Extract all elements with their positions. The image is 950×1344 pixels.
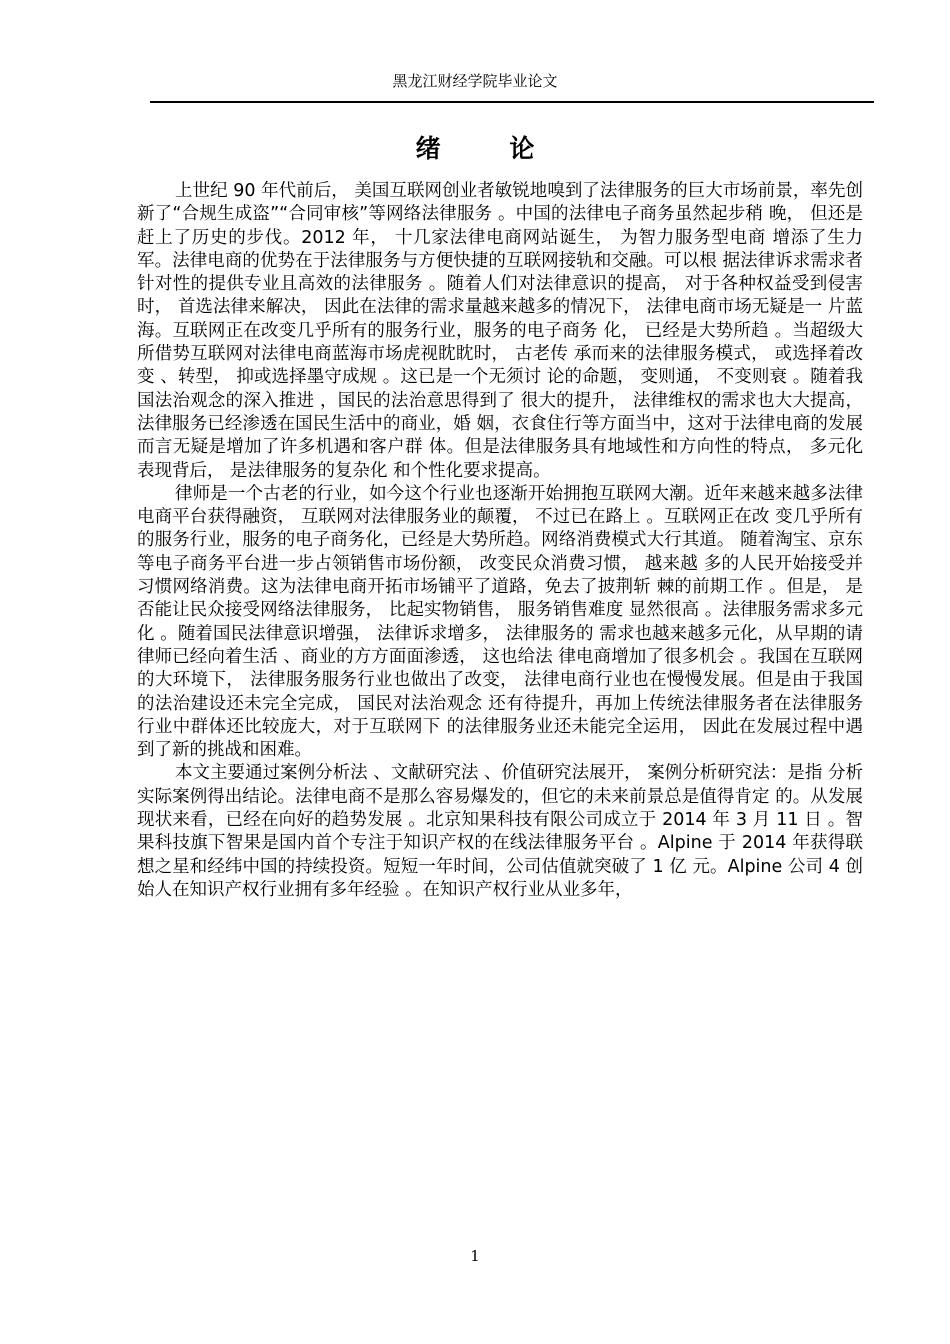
paragraph-1: 上世纪 90 年代前后， 美国互联网创业者敏锐地嗅到了法律服务的巨大市场前景，率先创新了“合规生成盗”“合同审核”等网络法律服务 。中国的法律电子商务虽然起步稍 晚， 但还是赶上了历史的步伐。2012 年， 十几家法律电商网站诞生， 为智力服务型电商 增添了生力军。法律电商的优势在于法律服务与方便快捷的互联网接轨和交融。可以根 据法律诉求需求者针对性的提供专业且高效的法律服务 。随着人们对法律意识的提高， 对于各种权益受到侵害时， 首选法律来解决， 因此在法律的需求量越来越多的情况下， 法律电商市场无疑是一 片蓝海。互联网正在改变几乎所有的服务行业，服务的电子商务 化， 已经是大势所趋 。当超级大所借势互联网对法律电商蓝海市场虎视眈眈时， 古老传 承而来的法律服务模式， 或选择着改变 、转型， 抑或选择墨守成规 。这已是一个无须讨 论的命题， 变则通， 不变则衰 。随着我国法治观念的深入推进 ，国民的法治意思得到了 很大的提升， 法律维权的需求也大大提高， 法律服务已经渗透在国民生活中的商业，婚 姻，衣食住行等方面当中，这对于法律电商的发展而言无疑是增加了许多机遇和客户群 体。但是法律服务具有地域性和方向性的特点， 多元化表现背后， 是法律服务的复杂化 和个性化要求提高。 — [137, 181, 863, 481]
page-number: 1 — [470, 1247, 480, 1265]
paragraph-3: 本文主要通过案例分析法 、文献研究法 、价值研究法展开， 案例分析研究法：是指 分析实际案例得出结论。法律电商不是那么容易爆发的，但它的未来前景总是值得肯定 的。从发展现状来看，已经在向好的趋势发展 。北京知果科技有限公司成立于 2014 年 3 月 11 日 。智果科技旗下智果是国内首个专注于知识产权的在线法律服务平台 。Alpine 于 2014 年获得联想之星和经纬中国的持续投资。短短一年时间，公司估值就突破了 1 亿 元。Alpine 公司 4 创始人在知识产权行业拥有多年经验 。在知识产权行业从业多年， — [137, 763, 863, 900]
section-title: 绪 论 — [415, 134, 565, 163]
running-header: 黑龙江财经学院毕业论文 — [392, 72, 558, 90]
body-text — [137, 180, 863, 902]
header-divider — [150, 101, 874, 103]
paragraph-2: 律师是一个古老的行业，如今这个行业也逐渐开始拥抱互联网大潮。近年来越来越多法律电商平台获得融资， 互联网对法律服务业的颠覆， 不过已在路上 。互联网正在改 变几乎所有的服务行业，服务的电子商务化，已经是大势所趋。网络消费模式大行其道。 随着淘宝、京东等电子商务平台进一步占领销售市场份额， 改变民众消费习惯， 越来越 多的人民开始接受并习惯网络消费。这为法律电商开拓市场铺平了道路，免去了披荆斩 棘的前期工作 。但是， 是否能让民众接受网络法律服务， 比起实物销售， 服务销售难度 显然很高 。法律服务需求多元化 。随着国民法律意识增强， 法律诉求增多， 法律服务的 需求也越来越多元化，从早期的请律师已经向着生活 、商业的方方面面渗透， 这也给法 律电商增加了很多机会 。我国在互联网的大环境下， 法律服务服务行业也做出了改变， 法律电商行业也在慢慢发展。但是由于我国的法治建设还未完全完成， 国民对法治观念 还有待提升，再加上传统法律服务者在法律服务行业中群体还比较庞大，对于互联网下 的法律服务业还未能完全运用， 因此在发展过程中遇到了新的挑战和困难。 — [137, 483, 863, 761]
